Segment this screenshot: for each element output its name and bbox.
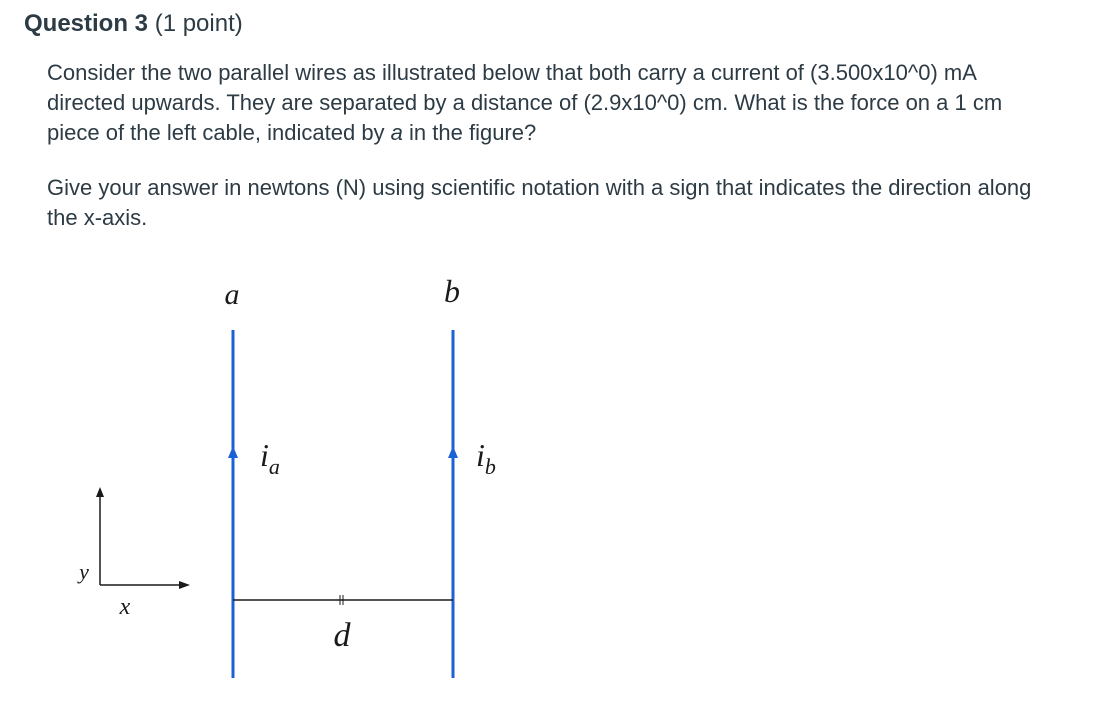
wire-a-label: a	[224, 278, 240, 311]
y-axis-arrow-icon	[96, 487, 104, 497]
current-a-symbol: i	[260, 437, 269, 473]
question-text-part1: Consider the two parallel wires as illustrated below that both carry a current of (3.500x10^0) mA directed upwards. They are separated by a distance of (2.9x10^0) cm. What is the force on a 1 cm piece of the left cable, indicated by	[47, 60, 1003, 145]
current-b-symbol: i	[476, 437, 485, 473]
current-b-subscript: b	[484, 454, 496, 479]
axis-x-label: x	[119, 594, 131, 620]
distance-label: d	[333, 617, 351, 654]
axis-y-label: y	[79, 559, 89, 584]
question-title: Question 3	[24, 10, 149, 37]
current-a-subscript: a	[268, 454, 280, 479]
question-text-part2: in the figure?	[402, 120, 537, 145]
answer-instruction: Give your answer in newtons (N) using scientific notation with a sign that indicates the direction along the x-axis.	[47, 175, 1032, 230]
current-a-arrow	[228, 446, 238, 458]
current-b-label	[476, 437, 496, 479]
question-points: (1 point)	[154, 10, 243, 37]
current-a-label	[260, 437, 280, 479]
wire-b-label: b	[444, 273, 460, 309]
current-b-arrow	[448, 446, 458, 458]
x-axis-arrow-icon	[179, 581, 190, 589]
question-text-emphasis: a	[390, 120, 403, 145]
